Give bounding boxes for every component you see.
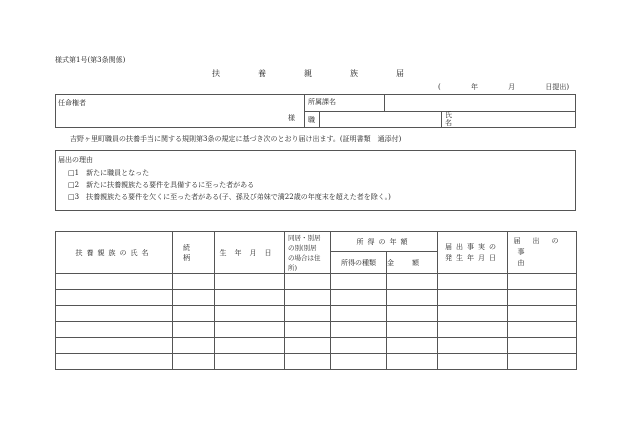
table-cell[interactable] bbox=[387, 274, 438, 290]
table-cell[interactable] bbox=[387, 306, 438, 322]
table-cell[interactable] bbox=[215, 354, 285, 370]
table-cell[interactable] bbox=[215, 274, 285, 290]
table-cell[interactable] bbox=[438, 338, 508, 354]
table-cell[interactable] bbox=[387, 290, 438, 306]
reason-item-2[interactable]: □2 新たに扶養親族たる要件を具備するに至った者がある bbox=[68, 181, 255, 189]
table-row bbox=[56, 274, 577, 290]
table-cell[interactable] bbox=[438, 354, 508, 370]
table-row bbox=[56, 306, 577, 322]
table-cell[interactable] bbox=[508, 274, 577, 290]
table-cell[interactable] bbox=[173, 306, 215, 322]
col-event: 届出事実の 発生年月日 bbox=[438, 232, 508, 274]
table-cell[interactable] bbox=[331, 274, 387, 290]
table-cell[interactable] bbox=[438, 322, 508, 338]
reason-heading: 届出の理由 bbox=[58, 156, 93, 164]
reason-item-1[interactable]: □1 新たに職員となった bbox=[68, 169, 150, 177]
table-cell[interactable] bbox=[173, 338, 215, 354]
table-cell[interactable] bbox=[56, 306, 173, 322]
col-relation: 続柄 bbox=[173, 232, 215, 274]
table-cell[interactable] bbox=[56, 274, 173, 290]
table-cell[interactable] bbox=[215, 338, 285, 354]
form-title: 扶養親族届 bbox=[212, 69, 442, 78]
table-cell[interactable] bbox=[331, 322, 387, 338]
col-income: 所得の年額 bbox=[331, 232, 438, 252]
table-cell[interactable] bbox=[56, 338, 173, 354]
col-income-amount: 金額 bbox=[387, 252, 438, 274]
table-cell[interactable] bbox=[438, 290, 508, 306]
submission-date: ( 年 月 日提出) bbox=[438, 83, 570, 91]
appointer-label: 任命権者 bbox=[58, 99, 86, 107]
table-cell[interactable] bbox=[285, 290, 331, 306]
table-row bbox=[56, 338, 577, 354]
table-cell[interactable] bbox=[173, 274, 215, 290]
table-cell[interactable] bbox=[438, 306, 508, 322]
table-cell[interactable] bbox=[438, 274, 508, 290]
col-birth: 生年月日 bbox=[215, 232, 285, 274]
table-cell[interactable] bbox=[508, 354, 577, 370]
table-cell[interactable] bbox=[387, 354, 438, 370]
table-cell[interactable] bbox=[56, 322, 173, 338]
table-cell[interactable] bbox=[285, 274, 331, 290]
name-field[interactable] bbox=[455, 112, 575, 127]
sama-label: 様 bbox=[288, 114, 295, 122]
table-cell[interactable] bbox=[508, 306, 577, 322]
table-cell[interactable] bbox=[508, 338, 577, 354]
table-cell[interactable] bbox=[331, 290, 387, 306]
col-name: 扶養親族の氏名 bbox=[56, 232, 173, 274]
table-cell[interactable] bbox=[331, 354, 387, 370]
post-field[interactable] bbox=[320, 112, 440, 127]
table-cell[interactable] bbox=[215, 290, 285, 306]
table-cell[interactable] bbox=[508, 290, 577, 306]
table-row bbox=[56, 322, 577, 338]
table-cell[interactable] bbox=[173, 290, 215, 306]
table-row bbox=[56, 290, 577, 306]
table-cell[interactable] bbox=[331, 306, 387, 322]
table-cell[interactable] bbox=[215, 306, 285, 322]
table-cell[interactable] bbox=[56, 354, 173, 370]
dept-label: 所属課名 bbox=[308, 98, 336, 106]
table-cell[interactable] bbox=[285, 354, 331, 370]
table-cell[interactable] bbox=[56, 290, 173, 306]
dept-field[interactable] bbox=[385, 95, 575, 110]
table-cell[interactable] bbox=[285, 338, 331, 354]
name-label-1: 氏 bbox=[445, 111, 452, 119]
table-cell[interactable] bbox=[285, 306, 331, 322]
table-cell[interactable] bbox=[173, 354, 215, 370]
form-number: 様式第1号(第3条関係) bbox=[55, 56, 126, 64]
table-cell[interactable] bbox=[387, 338, 438, 354]
name-label-2: 名 bbox=[445, 119, 452, 127]
post-label: 職 bbox=[308, 116, 315, 124]
table-cell[interactable] bbox=[331, 338, 387, 354]
table-cell[interactable] bbox=[508, 322, 577, 338]
table-cell[interactable] bbox=[285, 322, 331, 338]
col-residence: 同居・別居 の別(別居 の場合は住 所) bbox=[285, 232, 331, 274]
table-cell[interactable] bbox=[215, 322, 285, 338]
statement: 吉野ヶ里町職員の扶養手当に関する規則第3条の規定に基づき次のとおり届け出ます。(証明書類 通添付) bbox=[70, 135, 402, 143]
table-row bbox=[56, 354, 577, 370]
reason-item-3[interactable]: □3 扶養親族たる要件を欠くに至った者がある(子、孫及び弟妹で満22歳の年度末を超えた者を除く。) bbox=[68, 193, 391, 201]
table-cell[interactable] bbox=[173, 322, 215, 338]
dependents-table bbox=[55, 231, 577, 370]
col-reason: 届出の 事由 bbox=[508, 232, 577, 274]
col-income-type: 所得の種類 bbox=[331, 252, 387, 274]
table-cell[interactable] bbox=[387, 322, 438, 338]
